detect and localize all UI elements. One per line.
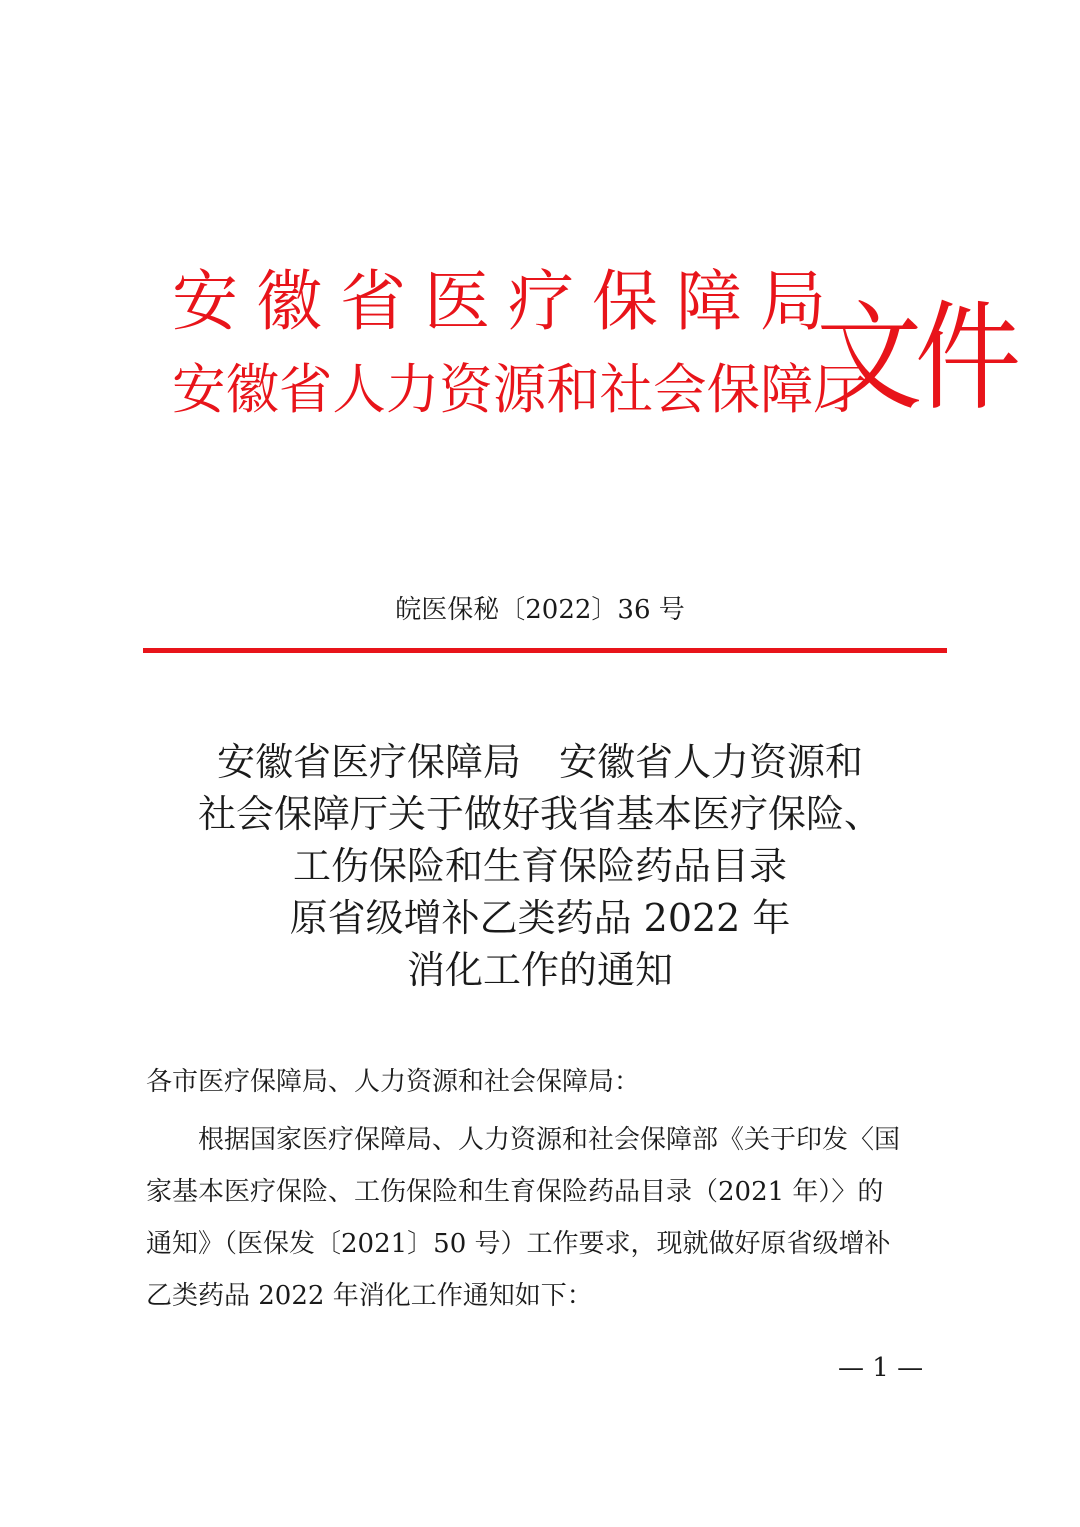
agency-name-human-resources: 安徽省人力资源和社会保障厅 — [172, 358, 867, 421]
body-line: 根据国家医疗保障局、人力资源和社会保障部《关于印发〈国 — [146, 1125, 901, 1155]
document-title — [0, 736, 1080, 996]
agency-name-medical-security: 安徽省医疗保障局 — [172, 263, 844, 340]
title-line: 工伤保险和生育保险药品目录 — [292, 844, 787, 888]
body-line: 家基本医疗保险、工伤保险和生育保险药品目录（2021 年）〉的 — [146, 1177, 884, 1207]
page-number: — 1 — — [838, 1353, 924, 1383]
red-divider-line — [143, 648, 947, 653]
body-line: 乙类药品 2022 年消化工作通知如下： — [146, 1281, 593, 1311]
title-line: 安徽省医疗保障局 安徽省人力资源和 — [216, 740, 863, 784]
title-line: 原省级增补乙类药品 2022 年 — [289, 896, 791, 940]
salutation: 各市医疗保障局、人力资源和社会保障局： — [146, 1067, 641, 1097]
file-mark: 文件 — [816, 290, 1014, 427]
document-number: 皖医保秘〔2022〕36 号 — [395, 595, 685, 625]
body-paragraph — [146, 1114, 958, 1322]
title-line: 社会保障厅关于做好我省基本医疗保险、 — [197, 792, 882, 836]
title-line: 消化工作的通知 — [406, 948, 673, 992]
issuing-agencies — [172, 262, 867, 428]
body-line: 通知》（医保发〔2021〕50 号）工作要求，现就做好原省级增补 — [146, 1229, 891, 1259]
